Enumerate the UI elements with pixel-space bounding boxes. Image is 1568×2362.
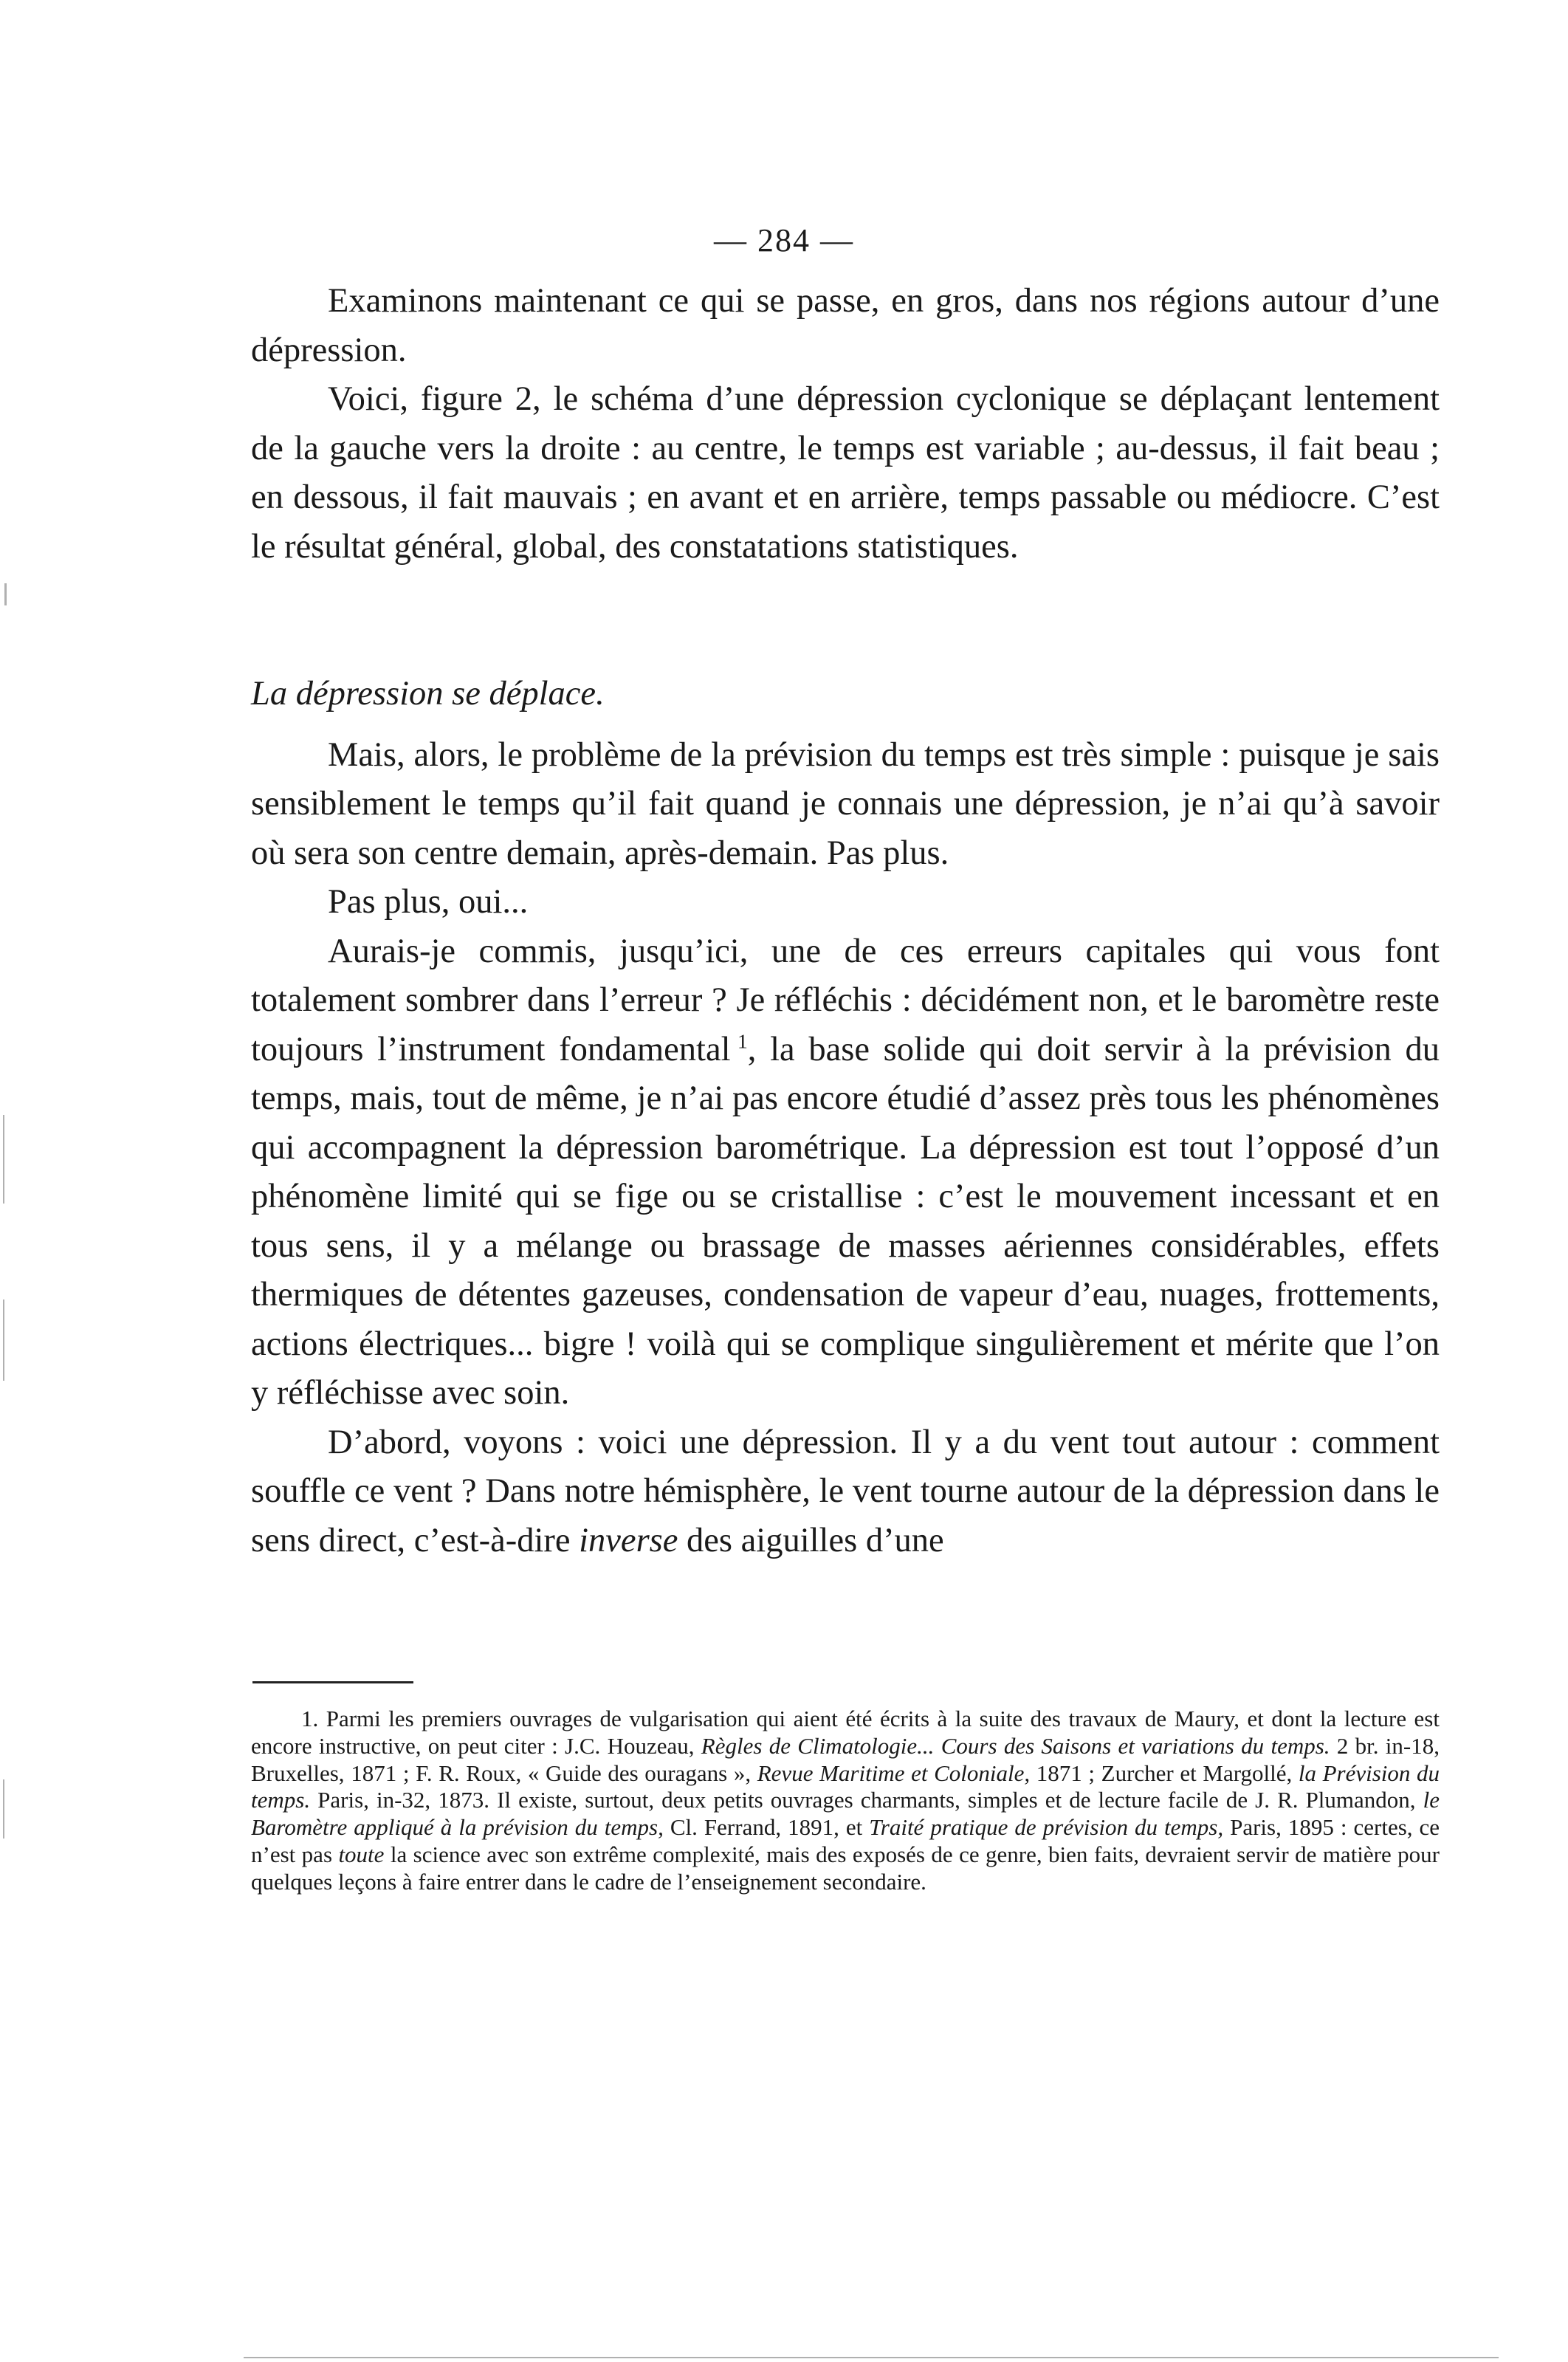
book-title: Traité pratique de prévision du temps, — [869, 1814, 1224, 1841]
paragraph-text: , la base solide qui doit servir à la prévision du temps, mais, tout de même, je n’ai pas encore étudié d’assez près tous les phénomènes qui accompagnent la dépression barométrique. La dépression est tout l’opposé d’un phénomène limité qui se fige ou se cristallise : c’est le mouvement incessant et en tous sens, il y a mélange ou brassage de masses aériennes considérables, effets thermiques de détentes gazeuses, condensation de vapeur d’eau, nuages, frottements, actions électriques... bigre ! voilà qui se complique singulièrement et mérite que l’on y réfléchisse avec soin. — [251, 1030, 1440, 1412]
footnote-text: Cl. Ferrand, 1891, et — [670, 1814, 863, 1841]
main-text — [251, 277, 1440, 1565]
scan-mark — [3, 1300, 4, 1381]
section-heading: La dépression se déplace. — [251, 675, 605, 713]
paragraph — [251, 927, 1440, 1418]
paragraph — [251, 1418, 1440, 1566]
footnote-text: 1. Parmi les premiers ouvrages de vulgarisation qui aient été écrits à la suite des travaux de Maury, et dont la lecture est encore instructive, on peut citer : J.C. Houzeau, — [251, 1706, 1440, 1759]
footnote — [251, 1706, 1440, 1896]
emphasis: inverse — [579, 1521, 678, 1559]
scan-mark — [3, 1779, 4, 1839]
book-title: Revue Maritime et Coloniale, — [757, 1760, 1031, 1786]
paragraph: Voici, figure 2, le schéma d’une dépression cyclonique se déplaçant lentement de la gauche vers la droite : au centre, le temps est variable ; au-dessus, il fait beau ; en dessous, il fait mauvais ; en avant et en arrière, temps passable ou médiocre. C’est le résultat général, global, des constatations statistiques. — [251, 380, 1440, 566]
book-title: le Baromètre appliqué à la prévision du temps, — [251, 1787, 1440, 1841]
paragraph: Mais, alors, le problème de la prévision du temps est très simple : puisque je sais sensiblement le temps qu’il fait quand je connais une dépression, je n’ai qu’à savoir où sera son centre demain, après-demain. Pas plus. — [251, 735, 1440, 872]
paragraph-text: D’abord, voyons : voici une dépression. Il y a du vent tout autour : comment souffle ce vent ? Dans notre hémisphère, le vent tourne autour de la dépression dans le sens direct, c’est-à-dire — [251, 1423, 1440, 1559]
footnote-reference: 1 — [737, 1030, 748, 1053]
scan-mark — [4, 583, 7, 605]
footnote-divider — [252, 1681, 413, 1683]
footnotes — [251, 1706, 1440, 1896]
scan-mark — [244, 2357, 1499, 2358]
footnote-text: 2 br. in-18, Bruxelles, 1871 ; F. R. Roux, « Guide des ouragans », — [251, 1732, 1440, 1786]
paragraph-text: Aurais-je commis, jusqu’ici, une de ces erreurs capitales qui vous font totalement sombrer dans l’erreur ? Je réfléchis : décidément non, et le baromètre reste toujours l’instrument fondamental — [251, 932, 1440, 1068]
paragraph-text: des aiguilles d’une — [687, 1521, 944, 1559]
footnote-text: 1871 ; Zurcher et Margollé, — [1036, 1760, 1293, 1786]
footnote-text: Paris, in-32, 1873. Il existe, surtout, deux petits ouvrages charmants, simples et de lecture facile de J. R. Plumandon, — [317, 1787, 1416, 1813]
footnote-text: la science avec son extrême complexité, mais des exposés de ce genre, bien faits, devraient servir de matière pour quelques leçons à faire entrer dans le cadre de l’enseignement secondaire. — [251, 1841, 1440, 1895]
page-number: — 284 — — [714, 222, 854, 258]
paragraph: Examinons maintenant ce qui se passe, en gros, dans nos régions autour d’une dépression. — [251, 282, 1440, 369]
emphasis: toute — [338, 1841, 385, 1867]
scan-mark — [3, 1115, 4, 1204]
paragraph: Pas plus, oui... — [328, 883, 529, 921]
footnote-text: Paris, 1895 : certes, ce n’est pas — [251, 1814, 1440, 1867]
book-title: la Prévision du temps. — [251, 1760, 1440, 1813]
book-title: Règles de Climatologie... Cours des Saisons et variations du temps. — [701, 1732, 1330, 1759]
